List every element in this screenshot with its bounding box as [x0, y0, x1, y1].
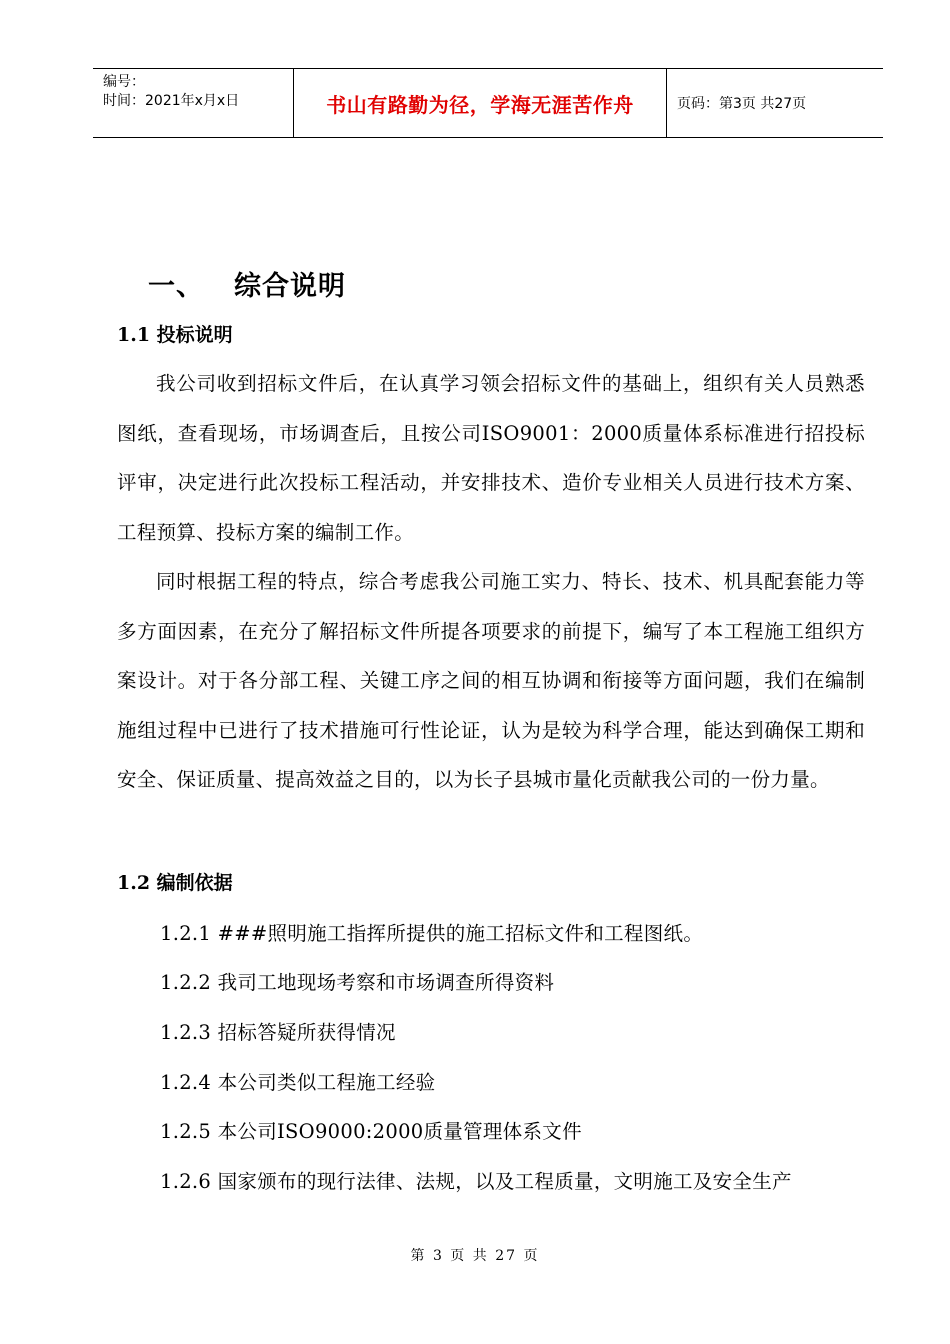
subsection-heading-1-2: 1.2 编制依据 — [117, 872, 233, 894]
basis-item: 1.2.2 我司工地现场考察和市场调查所得资料 — [160, 971, 555, 994]
header-page-number: 页码：第3页 共27页 — [677, 96, 807, 112]
basis-item: 1.2.6 国家颁布的现行法律、法规，以及工程质量，文明施工及安全生产 — [160, 1170, 792, 1193]
basis-item: 1.2.5 本公司ISO9000:2000质量管理体系文件 — [160, 1120, 582, 1143]
basis-item: 1.2.4 本公司类似工程施工经验 — [160, 1071, 436, 1094]
document-time-label: 时间：2021年x月x日 — [103, 93, 240, 109]
paragraph-project-features: 同时根据工程的特点，综合考虑我公司施工实力、特长、技术、机具配套能力等多方面因素，在充分了解招标文件所提各项要求的前提下，编写了本工程施工组织方案设计。对于各分部工程、关键工序之间的相互协调和衔接等方面问题，我们在编制施组过程中已进行了技术措施可行性论证，认为是较为科学合理，能达到确保工期和安全、保证质量、提高效益之目的，以为长子县城市量化贡献我公司的一份力量。 — [117, 570, 865, 791]
subsection-heading-1-1: 1.1 投标说明 — [117, 324, 233, 346]
section-number: 一、 — [148, 271, 204, 302]
page-footer: 第 3 页 共 27 页 — [410, 1248, 540, 1264]
document-number-label: 编号： — [103, 74, 145, 90]
section-heading — [148, 264, 346, 303]
page-header — [93, 68, 883, 138]
header-meta — [93, 69, 294, 137]
section-title: 综合说明 — [234, 271, 346, 302]
basis-item: 1.2.1 ###照明施工指挥所提供的施工招标文件和工程图纸。 — [160, 922, 704, 945]
basis-item: 1.2.3 招标答疑所获得情况 — [160, 1021, 396, 1044]
header-motto: 书山有路勤为径，学海无涯苦作舟 — [294, 69, 667, 137]
paragraph-bid-description: 我公司收到招标文件后，在认真学习领会招标文件的基础上，组织有关人员熟悉图纸，查看现场，市场调查后，且按公司ISO9001：2000质量体系标准进行招投标评审，决定进行此次投标工程活动，并安排技术、造价专业相关人员进行技术方案、工程预算、投标方案的编制工作。 — [117, 372, 865, 544]
